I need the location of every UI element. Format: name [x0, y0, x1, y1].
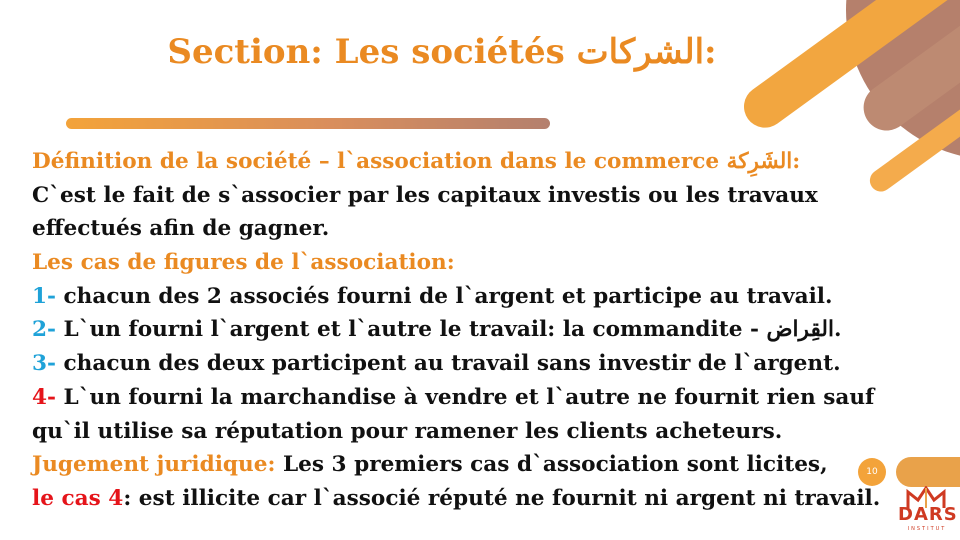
- dars-logo: [898, 486, 956, 540]
- judgement-line: [32, 448, 922, 482]
- case-text-3: chacun des deux participent au travail sans investir de l`argent.: [56, 351, 841, 377]
- case4-text: : est illicite car l`associé réputé ne fournit ni argent ni travail.: [123, 485, 881, 511]
- page-number-badge: 10: [858, 458, 886, 486]
- case-text-4: L`un fourni la marchandise à vendre et l`autre ne fournit rien sauf: [56, 384, 875, 410]
- case-text-2-arabic: القِراض: [766, 317, 834, 343]
- case-text-2: L`un fourni l`argent et l`autre le travail: la commandite -: [56, 317, 767, 343]
- logo-subtitle: INSTITUT: [907, 526, 947, 532]
- case-item-1: [32, 280, 922, 314]
- cases-heading: Les cas de figures de l`association:: [32, 250, 455, 276]
- definition-text-line-2: effectués afin de gagner.: [32, 216, 330, 242]
- case-item-2: [32, 313, 922, 347]
- judgement-label: Jugement juridique:: [32, 452, 276, 478]
- case-item-3: [32, 347, 922, 381]
- case-number-3: 3-: [32, 351, 56, 377]
- case-number-1: 1-: [32, 283, 56, 309]
- case-text-1: chacun des 2 associés fourni de l`argent et participe au travail.: [56, 283, 833, 309]
- definition-text-line-1: C`est le fait de s`associer par les capitaux investis ou les travaux: [32, 182, 818, 208]
- definition-heading: Définition de la société – l`association dans le commerce الشَرِكة:: [32, 149, 801, 174]
- case-text-2-suffix: .: [833, 317, 842, 343]
- case-number-4: 4-: [32, 384, 56, 410]
- slide-title: Section: Les sociétés الشركات:: [167, 32, 717, 72]
- logo-text: DARS: [898, 504, 958, 525]
- case4-label: le cas 4: [32, 485, 124, 511]
- case4-verdict-line: [32, 482, 922, 516]
- case-item-4: [32, 381, 922, 415]
- judgement-text: Les 3 premiers cas d`association sont licites,: [275, 452, 828, 478]
- slide-content: [32, 145, 922, 516]
- title-underline: [66, 118, 550, 129]
- case-item-4-continuation: qu`il utilise sa réputation pour ramener les clients acheteurs.: [32, 418, 783, 444]
- case-number-2: 2-: [32, 317, 56, 343]
